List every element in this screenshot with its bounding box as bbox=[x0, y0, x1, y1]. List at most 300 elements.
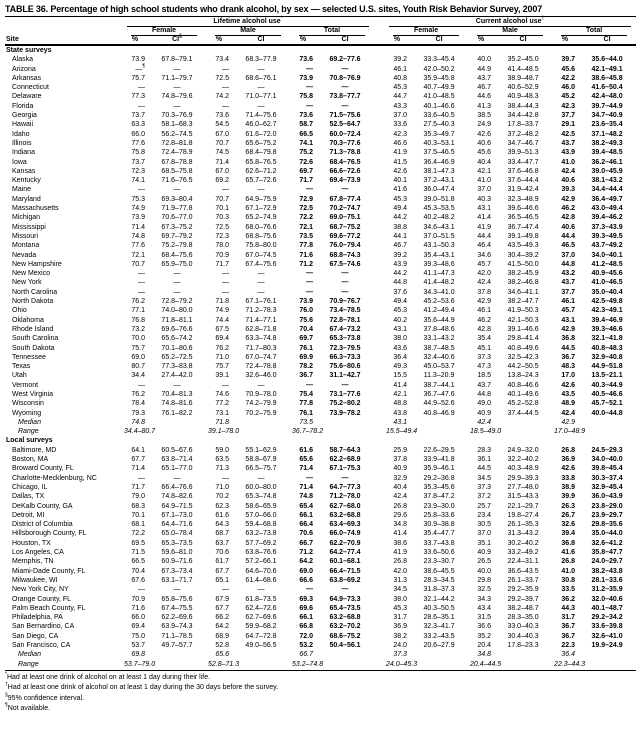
table-row bbox=[5, 446, 636, 455]
pct-cell: 41.4 bbox=[477, 214, 492, 222]
ci-header: CI bbox=[232, 36, 290, 45]
site-label: Baltimore, MD bbox=[12, 446, 57, 454]
ci-cell: — bbox=[341, 288, 349, 296]
ci-cell: 67.0–74.7 bbox=[245, 353, 277, 361]
ci-cell: 58.7–64.3 bbox=[329, 446, 361, 454]
table-row bbox=[5, 65, 636, 74]
pct-cell: 71.0 bbox=[215, 353, 229, 361]
ci-cell: 41.9–50.3 bbox=[507, 307, 539, 315]
ci-cell: 24.9–32.0 bbox=[507, 446, 539, 454]
table-body bbox=[5, 45, 636, 669]
pct-cell: 77.1 bbox=[131, 307, 145, 315]
ci-cell: 65.4–73.5 bbox=[329, 604, 361, 612]
ci-cell: 32.9–40.8 bbox=[591, 353, 623, 361]
ci-cell: 66.0–74.9 bbox=[329, 530, 361, 538]
ci-cell: 65.6–75.2 bbox=[245, 139, 277, 147]
pct-cell: 67.0 bbox=[215, 130, 229, 138]
site-label: District of Columbia bbox=[12, 521, 73, 529]
pct-cell: 37.7 bbox=[561, 112, 576, 120]
ci-cell: 70.3–76.9 bbox=[161, 112, 193, 120]
pct-cell: — bbox=[222, 279, 229, 287]
table-row bbox=[5, 650, 636, 659]
column-gap bbox=[374, 390, 384, 399]
site-label: Range bbox=[18, 428, 39, 436]
pct-cell: 75.7 bbox=[131, 74, 145, 82]
range-cell: 53.2–74.8 bbox=[292, 660, 324, 668]
column-gap bbox=[374, 529, 384, 538]
range-cell: 18.5–49.0 bbox=[470, 428, 502, 436]
pct-cell: 41.0 bbox=[561, 158, 576, 166]
table-row bbox=[5, 390, 636, 399]
pct-cell: 72.6 bbox=[299, 158, 313, 166]
range-cell: 24.0–45.3 bbox=[386, 660, 418, 668]
ci-cell: 34.3–41.0 bbox=[423, 288, 455, 296]
pct-cell: 32.9 bbox=[393, 474, 408, 482]
column-gap bbox=[374, 650, 384, 659]
group-header-current: Current alcohol use† bbox=[384, 18, 636, 27]
column-gap bbox=[374, 176, 384, 185]
ci-cell: 32.1–44.2 bbox=[423, 595, 455, 603]
pct-cell: 36.6 bbox=[477, 623, 492, 631]
ci-cell: 62.4–72.6 bbox=[245, 604, 277, 612]
pct-cell: 67.6 bbox=[131, 576, 145, 584]
pct-cell: 46.1 bbox=[561, 298, 576, 306]
median-cell: 65.6 bbox=[215, 651, 229, 659]
pct-cell: 45.3 bbox=[393, 307, 408, 315]
ci-cell: 39.0–45.9 bbox=[591, 167, 623, 175]
table-row bbox=[5, 316, 636, 325]
site-label: Arizona bbox=[12, 65, 36, 73]
pct-cell: 40.6 bbox=[561, 223, 576, 231]
ci-cell: 23.3–30.7 bbox=[423, 558, 455, 566]
table-row bbox=[5, 297, 636, 306]
pct-cell: 77.3 bbox=[131, 93, 145, 101]
ci-cell: 65.6–74.2 bbox=[161, 335, 193, 343]
ci-cell: 60.5–67.6 bbox=[161, 446, 193, 454]
pct-cell: 70.2 bbox=[215, 493, 229, 501]
column-gap bbox=[374, 223, 384, 232]
pct-cell: 42.3 bbox=[561, 102, 576, 110]
ci-cell: 39.8–45.4 bbox=[591, 465, 623, 473]
pct-cell: 43.7 bbox=[561, 139, 576, 147]
pct-cell: 43.5 bbox=[561, 390, 576, 398]
ci-cell: 42.3–49.1 bbox=[591, 307, 623, 315]
ci-cell: 40.9–48.3 bbox=[507, 93, 539, 101]
site-label: Palm Beach County, FL bbox=[12, 604, 86, 612]
table-row bbox=[5, 539, 636, 548]
ci-cell: 38.2–46.8 bbox=[507, 279, 539, 287]
table-row bbox=[5, 502, 636, 511]
pct-cell: 43.1 bbox=[561, 316, 576, 324]
ci-cell: 32.6–41.0 bbox=[591, 632, 623, 640]
site-label: DeKalb County, GA bbox=[12, 502, 73, 510]
table-row bbox=[5, 511, 636, 520]
ci-cell: 45.2–52.8 bbox=[507, 400, 539, 408]
column-gap bbox=[374, 567, 384, 576]
column-gap bbox=[374, 576, 384, 585]
ci-cell: 27.5–40.3 bbox=[423, 121, 455, 129]
ci-cell: 40.8–49.6 bbox=[507, 344, 539, 352]
table-title: TABLE 36. Percentage of high school students who drank alcohol, by sex — selected U.S. sites, Youth Risk Behavior Survey, 2007 bbox=[5, 4, 636, 17]
site-label: Orange County, FL bbox=[12, 595, 72, 603]
ci-cell: 29.2–35.9 bbox=[507, 586, 539, 594]
pct-cell: — bbox=[306, 65, 313, 73]
column-gap bbox=[374, 409, 384, 418]
pct-cell: 43.7 bbox=[477, 381, 492, 389]
ci-cell: 75.2–79.8 bbox=[161, 242, 193, 250]
ci-cell: 35.9–46.1 bbox=[423, 465, 455, 473]
table-row bbox=[5, 548, 636, 557]
ci-cell: 34.0–40.1 bbox=[591, 251, 623, 259]
ci-cell: 62.2–69.6 bbox=[161, 614, 193, 622]
pct-cell: 45.3 bbox=[393, 604, 408, 612]
pct-cell: 26.8 bbox=[393, 502, 408, 510]
ci-cell: 72.8–81.8 bbox=[161, 139, 193, 147]
table-row bbox=[5, 464, 636, 473]
pct-cell: 44.4 bbox=[561, 232, 576, 240]
pct-cell: 76.1 bbox=[299, 409, 313, 417]
pct-cell: 36.1 bbox=[477, 456, 492, 464]
ci-cell: 35.4–43.1 bbox=[423, 251, 455, 259]
pct-cell: — bbox=[138, 279, 145, 287]
column-gap bbox=[374, 130, 384, 139]
ci-header: CI bbox=[578, 36, 636, 45]
ci-cell: — bbox=[173, 270, 181, 278]
pct-cell: 26.5 bbox=[477, 558, 492, 566]
pct-cell: 48.8 bbox=[393, 400, 408, 408]
ci-cell: 57.7–69.2 bbox=[245, 539, 277, 547]
table-row bbox=[5, 167, 636, 176]
site-label: Utah bbox=[12, 372, 27, 380]
ci-cell: 72.8–79.2 bbox=[161, 298, 193, 306]
pct-cell: — bbox=[138, 84, 145, 92]
ci-cell: 40.0–44.8 bbox=[591, 409, 623, 417]
pct-cell: 66.1 bbox=[299, 614, 313, 622]
ci-cell: 36.7–47.4 bbox=[507, 223, 539, 231]
table-row bbox=[5, 111, 636, 120]
pct-cell: 54.5 bbox=[215, 121, 229, 129]
table-row bbox=[5, 120, 636, 129]
range-cell: 39.1–78.0 bbox=[208, 428, 240, 436]
pct-header: % bbox=[290, 36, 316, 45]
section-row bbox=[5, 436, 636, 445]
ci-cell: 67.1–72.9 bbox=[245, 205, 277, 213]
pct-cell: 43.9 bbox=[561, 149, 576, 157]
ci-cell: — bbox=[173, 288, 181, 296]
pct-cell: 34.4 bbox=[131, 372, 145, 380]
site-label: Hillsborough County, FL bbox=[12, 530, 87, 538]
column-gap bbox=[374, 595, 384, 604]
ci-cell: 40.8–48.3 bbox=[591, 344, 623, 352]
pct-cell: 34.5 bbox=[393, 586, 408, 594]
pct-cell: 41.0 bbox=[477, 177, 492, 185]
pct-cell: 34.5 bbox=[477, 474, 492, 482]
table-row bbox=[5, 585, 636, 594]
site-label: Iowa bbox=[12, 158, 27, 166]
pct-cell: 70.6 bbox=[215, 549, 229, 557]
ci-cell: 33.2–43.5 bbox=[423, 632, 455, 640]
ci-cell: 64.6–70.6 bbox=[245, 567, 277, 575]
table-row bbox=[5, 567, 636, 576]
pct-cell: 31.7 bbox=[393, 614, 408, 622]
pct-cell: 22.3 bbox=[561, 642, 576, 649]
column-gap bbox=[374, 251, 384, 260]
ci-cell: 65.3–73.5 bbox=[161, 539, 193, 547]
site-label: Nevada bbox=[12, 251, 37, 259]
table-row bbox=[5, 427, 636, 436]
median-cell: 69.8 bbox=[131, 651, 145, 659]
ci-cell: 43.1–50.3 bbox=[423, 242, 455, 250]
table-row bbox=[5, 213, 636, 222]
pct-cell: 26.8 bbox=[393, 558, 408, 566]
pct-cell: 76.2 bbox=[215, 344, 229, 352]
pct-cell: 69.6 bbox=[299, 604, 313, 612]
pct-cell: 69.4 bbox=[131, 623, 145, 631]
pct-cell: 76.0 bbox=[299, 307, 313, 315]
site-label: Range bbox=[18, 660, 39, 668]
ci-cell: 71.4–77.1 bbox=[245, 316, 277, 324]
ci-cell: 65.7–72.6 bbox=[245, 177, 277, 185]
ci-cell: 37.6–44.4 bbox=[507, 177, 539, 185]
pct-cell: 24.9 bbox=[477, 121, 492, 129]
empty-cell bbox=[578, 418, 636, 427]
ci-cell: 22.4–31.1 bbox=[507, 558, 539, 566]
ci-cell: 33.2–49.2 bbox=[507, 549, 539, 557]
site-label: Detroit, MI bbox=[12, 511, 45, 519]
ci-cell: — bbox=[257, 288, 265, 296]
median-cell: 42.4 bbox=[477, 418, 492, 426]
pct-cell: 37.0 bbox=[561, 251, 576, 259]
pct-cell: 46.5 bbox=[561, 242, 576, 250]
ci-cell: 67.3–75.2 bbox=[161, 223, 193, 231]
pct-cell: 42.8 bbox=[477, 325, 492, 333]
median-cell: 66.7 bbox=[299, 651, 313, 659]
site-label: Broward County, FL bbox=[12, 465, 74, 473]
pct-cell: 44.8 bbox=[561, 260, 576, 268]
site-label: Milwaukee, WI bbox=[12, 576, 58, 584]
table-row bbox=[5, 83, 636, 92]
pct-cell: 28.3 bbox=[477, 446, 492, 454]
pct-cell: 73.9 bbox=[131, 214, 145, 222]
footnote-ci: §95% confidence interval. bbox=[5, 692, 85, 702]
ci-cell: 37.6–46.8 bbox=[507, 167, 539, 175]
pct-cell: 25.9 bbox=[393, 446, 408, 454]
pct-cell: 45.7 bbox=[561, 307, 576, 315]
ci-cell: 64.7–77.3 bbox=[329, 483, 361, 491]
pct-cell: 67.0 bbox=[215, 167, 229, 175]
site-label: Maine bbox=[12, 186, 32, 194]
ci-cell: 70.2–74.7 bbox=[329, 205, 361, 213]
table-row bbox=[5, 483, 636, 492]
site-label: West Virginia bbox=[12, 390, 53, 398]
pct-cell: 38.9 bbox=[561, 483, 576, 491]
ci-cell: 63.2–68.8 bbox=[329, 614, 361, 622]
pct-cell: 67.7 bbox=[215, 604, 229, 612]
site-label: Boston, MA bbox=[12, 456, 49, 464]
pct-cell: 45.3 bbox=[393, 84, 408, 92]
ci-cell: 71.8–81.1 bbox=[161, 316, 193, 324]
column-gap bbox=[374, 362, 384, 371]
ci-cell: 40.5–46.6 bbox=[591, 390, 623, 398]
pct-cell: 38.0 bbox=[393, 335, 408, 343]
ci-cell: 41.0–46.5 bbox=[591, 279, 623, 287]
site-label: Philadelphia, PA bbox=[12, 614, 63, 622]
ci-cell: 72.8–78.1 bbox=[329, 316, 361, 324]
ci-cell: 38.7–48.5 bbox=[423, 344, 455, 352]
pct-cell: 73.6 bbox=[299, 112, 313, 120]
ci-cell: 57.2–66.1 bbox=[245, 558, 277, 566]
pct-cell: 44.2 bbox=[393, 270, 408, 278]
ci-cell: 28.6–35.1 bbox=[423, 614, 455, 622]
ci-cell: 29.2–39.7 bbox=[507, 595, 539, 603]
ci-cell: 71.2–78.0 bbox=[329, 493, 361, 501]
table-row bbox=[5, 288, 636, 297]
ci-cell: 68.3–77.9 bbox=[245, 56, 277, 64]
ci-cell: 62.6–71.2 bbox=[245, 167, 277, 175]
ci-cell: 39.4–48.5 bbox=[591, 149, 623, 157]
site-label: San Francisco, CA bbox=[12, 642, 71, 649]
ci-cell: 67.8–78.8 bbox=[161, 158, 193, 166]
ci-cell: 25.8–33.6 bbox=[423, 511, 455, 519]
site-label: Median bbox=[18, 418, 41, 426]
pct-cell: 69.5 bbox=[131, 539, 145, 547]
pct-cell: 71.5 bbox=[131, 549, 145, 557]
ci-cell: 38.1–47.3 bbox=[423, 167, 455, 175]
ci-cell: 33.0–40.3 bbox=[507, 623, 539, 631]
column-gap bbox=[374, 232, 384, 241]
pct-cell: 46.2 bbox=[561, 205, 576, 213]
ci-cell: 69.0–75.1 bbox=[329, 214, 361, 222]
ci-cell: 71.1–78.5 bbox=[161, 632, 193, 640]
pct-cell: 42.3 bbox=[393, 130, 408, 138]
site-column-header: Site bbox=[5, 36, 122, 45]
table-row bbox=[5, 55, 636, 64]
table-row bbox=[5, 632, 636, 641]
ci-cell: 40.3–44.9 bbox=[591, 381, 623, 389]
pct-cell: 72.0 bbox=[299, 632, 313, 640]
pct-cell: 68.1 bbox=[131, 521, 145, 529]
ci-cell: 64.7–72.8 bbox=[245, 632, 277, 640]
ci-cell: 35.6–44.0 bbox=[591, 56, 623, 64]
ci-cell: 36.5–46.5 bbox=[507, 214, 539, 222]
column-gap bbox=[374, 241, 384, 250]
ci-cell: 69.6–76.6 bbox=[161, 325, 193, 333]
pct-cell: 71.4 bbox=[215, 158, 229, 166]
column-gap bbox=[374, 195, 384, 204]
ci-cell: 38.2–49.3 bbox=[591, 139, 623, 147]
range-cell: 52.8–71.3 bbox=[208, 660, 240, 668]
ci-cell: 36.4–46.9 bbox=[423, 158, 455, 166]
pct-cell: 30.8 bbox=[561, 576, 576, 584]
column-gap bbox=[374, 269, 384, 278]
pct-cell: 33.8 bbox=[561, 474, 576, 482]
pct-cell: — bbox=[222, 84, 229, 92]
column-gap bbox=[374, 492, 384, 501]
ci-cell: 73.9–78.2 bbox=[329, 409, 361, 417]
site-label: Vermont bbox=[12, 381, 39, 389]
ci-cell: 77.3–83.8 bbox=[161, 363, 193, 371]
site-label: Houston, TX bbox=[12, 539, 51, 547]
column-gap bbox=[374, 120, 384, 129]
column-gap bbox=[374, 604, 384, 613]
table-row bbox=[5, 492, 636, 501]
pct-cell: 43.7 bbox=[561, 279, 576, 287]
pct-cell: 45.6 bbox=[561, 65, 576, 73]
column-gap bbox=[374, 353, 384, 362]
pct-cell: 70.7 bbox=[215, 139, 229, 147]
ci-cell: 37.5–46.5 bbox=[423, 149, 455, 157]
pct-cell: 75.7 bbox=[131, 344, 145, 352]
ci-cell: 42.5–49.8 bbox=[591, 298, 623, 306]
ci-cell: 33.9–41.8 bbox=[423, 456, 455, 464]
site-label: San Bernardino, CA bbox=[12, 623, 75, 631]
pct-cell: — bbox=[222, 186, 229, 194]
table-row bbox=[5, 399, 636, 408]
ci-cell: 65.2–74.9 bbox=[245, 214, 277, 222]
pct-cell: 73.9 bbox=[299, 298, 313, 306]
column-gap bbox=[374, 344, 384, 353]
column-gap bbox=[374, 158, 384, 167]
ci-cell: 68.4–75.6 bbox=[161, 251, 193, 259]
pct-cell: 52.8 bbox=[215, 642, 229, 649]
column-gap bbox=[374, 204, 384, 213]
pct-cell: 41.6 bbox=[561, 549, 576, 557]
ci-cell: 27.7–48.0 bbox=[507, 483, 539, 491]
ci-cell: — bbox=[173, 381, 181, 389]
ci-cell: 67.1–76.1 bbox=[245, 298, 277, 306]
median-cell: 34.8 bbox=[477, 651, 492, 659]
column-gap bbox=[374, 613, 384, 622]
ci-cell: 68.6–76.1 bbox=[245, 74, 277, 82]
site-label: Oklahoma bbox=[12, 316, 44, 324]
column-gap bbox=[374, 306, 384, 315]
pct-cell: 49.4 bbox=[393, 205, 408, 213]
site-label: Los Angeles, CA bbox=[12, 549, 64, 557]
header-spacer bbox=[5, 27, 122, 36]
data-table bbox=[5, 15, 636, 669]
range-cell: 53.7–79.0 bbox=[124, 660, 156, 668]
pct-cell: 37.8 bbox=[393, 456, 408, 464]
ci-cell: 23.6–35.4 bbox=[591, 121, 623, 129]
site-label: Memphis, TN bbox=[12, 558, 54, 566]
table-row bbox=[5, 576, 636, 585]
ci-cell: 69.3–80.4 bbox=[161, 195, 193, 203]
pct-cell: 35.4 bbox=[477, 335, 492, 343]
ci-cell: 36.7–47.6 bbox=[423, 390, 455, 398]
pct-cell: 42.4 bbox=[393, 493, 408, 501]
pct-cell: 75.3 bbox=[131, 195, 145, 203]
ci-cell: 23.9–29.7 bbox=[591, 511, 623, 519]
column-gap bbox=[374, 148, 384, 157]
pct-cell: 75.4 bbox=[299, 390, 313, 398]
ci-cell: 62.7–69.6 bbox=[245, 614, 277, 622]
pct-cell: 79.0 bbox=[131, 493, 145, 501]
table-row bbox=[5, 223, 636, 232]
pct-cell: 75.8 bbox=[299, 93, 313, 101]
ci-cell: 65.3–74.8 bbox=[245, 493, 277, 501]
ci-cell: 63.8–69.2 bbox=[329, 576, 361, 584]
pct-cell: 46.2 bbox=[477, 316, 492, 324]
pct-cell: 44.2 bbox=[393, 214, 408, 222]
site-label: Dallas, TX bbox=[12, 493, 45, 501]
ci-cell: 38.9–48.7 bbox=[507, 74, 539, 82]
ci-cell: 66.3–73.3 bbox=[329, 353, 361, 361]
pct-cell: 69.0 bbox=[131, 353, 145, 361]
column-gap bbox=[374, 427, 384, 436]
ci-cell: 32.6–46.0 bbox=[245, 372, 277, 380]
pct-cell: — bbox=[138, 586, 145, 594]
pct-cell: 39.3 bbox=[561, 186, 576, 194]
